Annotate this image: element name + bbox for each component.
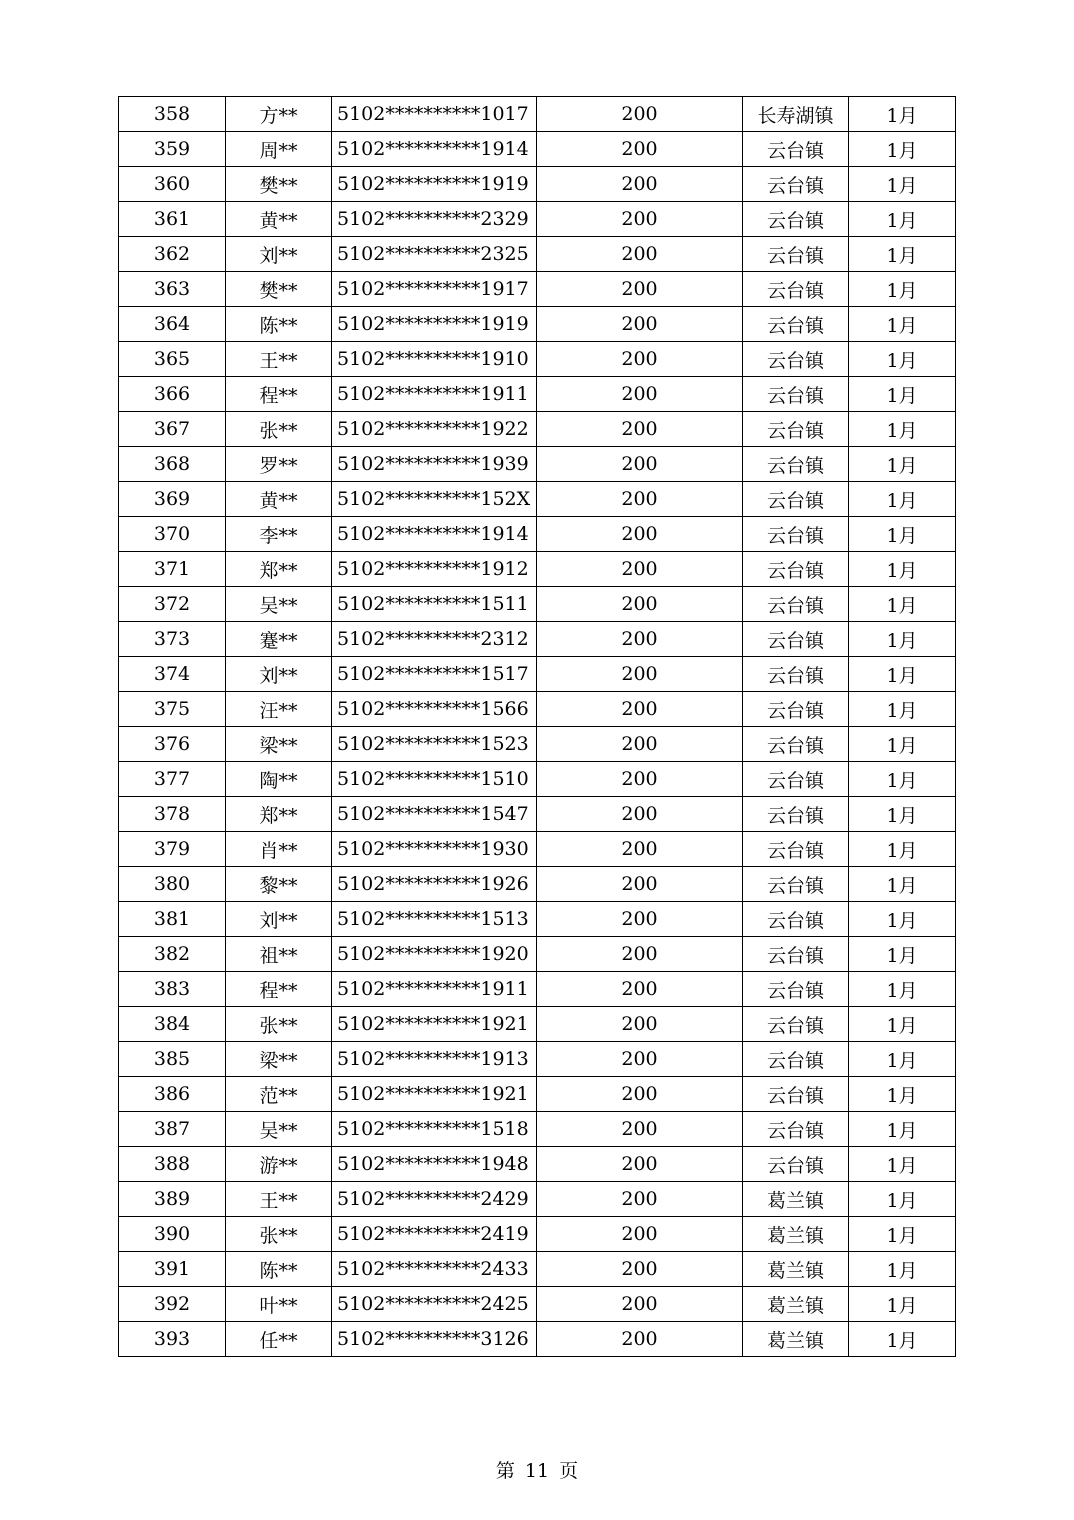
name-cell: 樊** bbox=[226, 272, 332, 307]
name-cell: 黎** bbox=[226, 867, 332, 902]
id-number-cell: 5102**********2425 bbox=[332, 1287, 537, 1322]
name-cell: 程** bbox=[226, 972, 332, 1007]
month-cell: 1月 bbox=[849, 1007, 956, 1042]
amount-cell: 200 bbox=[537, 1322, 743, 1357]
amount-cell: 200 bbox=[537, 307, 743, 342]
town-cell: 云台镇 bbox=[743, 517, 849, 552]
name-cell: 罗** bbox=[226, 447, 332, 482]
month-cell: 1月 bbox=[849, 1112, 956, 1147]
month-cell: 1月 bbox=[849, 1042, 956, 1077]
amount-cell: 200 bbox=[537, 587, 743, 622]
id-number-cell: 5102**********1926 bbox=[332, 867, 537, 902]
month-cell: 1月 bbox=[849, 377, 956, 412]
amount-cell: 200 bbox=[537, 937, 743, 972]
row-number-cell: 370 bbox=[119, 517, 226, 552]
table-row bbox=[119, 307, 956, 342]
town-cell: 云台镇 bbox=[743, 902, 849, 937]
table-row bbox=[119, 762, 956, 797]
amount-cell: 200 bbox=[537, 762, 743, 797]
id-number-cell: 5102**********1547 bbox=[332, 797, 537, 832]
row-number-cell: 365 bbox=[119, 342, 226, 377]
town-cell: 云台镇 bbox=[743, 342, 849, 377]
roster-table bbox=[118, 96, 956, 1357]
amount-cell: 200 bbox=[537, 1077, 743, 1112]
row-number-cell: 366 bbox=[119, 377, 226, 412]
town-cell: 云台镇 bbox=[743, 552, 849, 587]
table-row bbox=[119, 1217, 956, 1252]
name-cell: 汪** bbox=[226, 692, 332, 727]
row-number-cell: 387 bbox=[119, 1112, 226, 1147]
name-cell: 张** bbox=[226, 1007, 332, 1042]
amount-cell: 200 bbox=[537, 342, 743, 377]
town-cell: 云台镇 bbox=[743, 762, 849, 797]
row-number-cell: 380 bbox=[119, 867, 226, 902]
name-cell: 陈** bbox=[226, 1252, 332, 1287]
name-cell: 游** bbox=[226, 1147, 332, 1182]
town-cell: 云台镇 bbox=[743, 657, 849, 692]
name-cell: 陶** bbox=[226, 762, 332, 797]
town-cell: 云台镇 bbox=[743, 867, 849, 902]
id-number-cell: 5102**********2329 bbox=[332, 202, 537, 237]
amount-cell: 200 bbox=[537, 867, 743, 902]
amount-cell: 200 bbox=[537, 622, 743, 657]
table-row bbox=[119, 342, 956, 377]
amount-cell: 200 bbox=[537, 1182, 743, 1217]
town-cell: 云台镇 bbox=[743, 1147, 849, 1182]
town-cell: 云台镇 bbox=[743, 937, 849, 972]
row-number-cell: 358 bbox=[119, 97, 226, 132]
town-cell: 云台镇 bbox=[743, 272, 849, 307]
id-number-cell: 5102**********1919 bbox=[332, 167, 537, 202]
month-cell: 1月 bbox=[849, 867, 956, 902]
row-number-cell: 374 bbox=[119, 657, 226, 692]
row-number-cell: 363 bbox=[119, 272, 226, 307]
month-cell: 1月 bbox=[849, 1217, 956, 1252]
month-cell: 1月 bbox=[849, 447, 956, 482]
table-row bbox=[119, 1322, 956, 1357]
id-number-cell: 5102**********2429 bbox=[332, 1182, 537, 1217]
month-cell: 1月 bbox=[849, 1077, 956, 1112]
name-cell: 李** bbox=[226, 517, 332, 552]
month-cell: 1月 bbox=[849, 972, 956, 1007]
id-number-cell: 5102**********1911 bbox=[332, 377, 537, 412]
table-row bbox=[119, 237, 956, 272]
row-number-cell: 383 bbox=[119, 972, 226, 1007]
row-number-cell: 360 bbox=[119, 167, 226, 202]
month-cell: 1月 bbox=[849, 587, 956, 622]
table-row bbox=[119, 167, 956, 202]
table-row bbox=[119, 482, 956, 517]
town-cell: 云台镇 bbox=[743, 132, 849, 167]
id-number-cell: 5102**********2312 bbox=[332, 622, 537, 657]
amount-cell: 200 bbox=[537, 832, 743, 867]
id-number-cell: 5102**********1910 bbox=[332, 342, 537, 377]
month-cell: 1月 bbox=[849, 937, 956, 972]
id-number-cell: 5102**********1930 bbox=[332, 832, 537, 867]
town-cell: 云台镇 bbox=[743, 412, 849, 447]
town-cell: 葛兰镇 bbox=[743, 1182, 849, 1217]
table-row bbox=[119, 1077, 956, 1112]
id-number-cell: 5102**********3126 bbox=[332, 1322, 537, 1357]
month-cell: 1月 bbox=[849, 237, 956, 272]
row-number-cell: 378 bbox=[119, 797, 226, 832]
month-cell: 1月 bbox=[849, 482, 956, 517]
table-row bbox=[119, 692, 956, 727]
amount-cell: 200 bbox=[537, 377, 743, 412]
id-number-cell: 5102**********2419 bbox=[332, 1217, 537, 1252]
id-number-cell: 5102**********1921 bbox=[332, 1077, 537, 1112]
town-cell: 云台镇 bbox=[743, 447, 849, 482]
month-cell: 1月 bbox=[849, 132, 956, 167]
id-number-cell: 5102**********1912 bbox=[332, 552, 537, 587]
amount-cell: 200 bbox=[537, 237, 743, 272]
table-row bbox=[119, 132, 956, 167]
town-cell: 云台镇 bbox=[743, 1077, 849, 1112]
row-number-cell: 359 bbox=[119, 132, 226, 167]
name-cell: 张** bbox=[226, 412, 332, 447]
month-cell: 1月 bbox=[849, 412, 956, 447]
amount-cell: 200 bbox=[537, 167, 743, 202]
town-cell: 云台镇 bbox=[743, 167, 849, 202]
month-cell: 1月 bbox=[849, 727, 956, 762]
table-row bbox=[119, 1007, 956, 1042]
amount-cell: 200 bbox=[537, 797, 743, 832]
page-footer bbox=[0, 1456, 1074, 1483]
row-number-cell: 376 bbox=[119, 727, 226, 762]
name-cell: 叶** bbox=[226, 1287, 332, 1322]
row-number-cell: 384 bbox=[119, 1007, 226, 1042]
row-number-cell: 390 bbox=[119, 1217, 226, 1252]
name-cell: 范** bbox=[226, 1077, 332, 1112]
month-cell: 1月 bbox=[849, 657, 956, 692]
amount-cell: 200 bbox=[537, 1112, 743, 1147]
name-cell: 刘** bbox=[226, 237, 332, 272]
id-number-cell: 5102**********152X bbox=[332, 482, 537, 517]
name-cell: 吴** bbox=[226, 1112, 332, 1147]
table-row bbox=[119, 1042, 956, 1077]
id-number-cell: 5102**********1017 bbox=[332, 97, 537, 132]
table-row bbox=[119, 657, 956, 692]
table-row bbox=[119, 97, 956, 132]
month-cell: 1月 bbox=[849, 1252, 956, 1287]
row-number-cell: 389 bbox=[119, 1182, 226, 1217]
row-number-cell: 391 bbox=[119, 1252, 226, 1287]
amount-cell: 200 bbox=[537, 552, 743, 587]
amount-cell: 200 bbox=[537, 657, 743, 692]
id-number-cell: 5102**********1914 bbox=[332, 132, 537, 167]
name-cell: 樊** bbox=[226, 167, 332, 202]
id-number-cell: 5102**********1566 bbox=[332, 692, 537, 727]
name-cell: 方** bbox=[226, 97, 332, 132]
row-number-cell: 379 bbox=[119, 832, 226, 867]
name-cell: 任** bbox=[226, 1322, 332, 1357]
month-cell: 1月 bbox=[849, 692, 956, 727]
month-cell: 1月 bbox=[849, 97, 956, 132]
town-cell: 云台镇 bbox=[743, 1007, 849, 1042]
table-row bbox=[119, 412, 956, 447]
page-label-prefix: 第 bbox=[495, 1460, 515, 1482]
month-cell: 1月 bbox=[849, 272, 956, 307]
row-number-cell: 393 bbox=[119, 1322, 226, 1357]
amount-cell: 200 bbox=[537, 132, 743, 167]
name-cell: 周** bbox=[226, 132, 332, 167]
month-cell: 1月 bbox=[849, 167, 956, 202]
row-number-cell: 392 bbox=[119, 1287, 226, 1322]
town-cell: 云台镇 bbox=[743, 587, 849, 622]
table-row bbox=[119, 552, 956, 587]
page-number: 11 bbox=[524, 1460, 550, 1482]
id-number-cell: 5102**********1921 bbox=[332, 1007, 537, 1042]
town-cell: 云台镇 bbox=[743, 482, 849, 517]
town-cell: 云台镇 bbox=[743, 972, 849, 1007]
table-row bbox=[119, 202, 956, 237]
month-cell: 1月 bbox=[849, 902, 956, 937]
id-number-cell: 5102**********2325 bbox=[332, 237, 537, 272]
row-number-cell: 386 bbox=[119, 1077, 226, 1112]
name-cell: 陈** bbox=[226, 307, 332, 342]
town-cell: 长寿湖镇 bbox=[743, 97, 849, 132]
name-cell: 吴** bbox=[226, 587, 332, 622]
month-cell: 1月 bbox=[849, 552, 956, 587]
amount-cell: 200 bbox=[537, 1252, 743, 1287]
name-cell: 张** bbox=[226, 1217, 332, 1252]
id-number-cell: 5102**********1513 bbox=[332, 902, 537, 937]
amount-cell: 200 bbox=[537, 517, 743, 552]
id-number-cell: 5102**********1919 bbox=[332, 307, 537, 342]
amount-cell: 200 bbox=[537, 972, 743, 1007]
id-number-cell: 5102**********1913 bbox=[332, 1042, 537, 1077]
amount-cell: 200 bbox=[537, 97, 743, 132]
month-cell: 1月 bbox=[849, 342, 956, 377]
row-number-cell: 373 bbox=[119, 622, 226, 657]
row-number-cell: 369 bbox=[119, 482, 226, 517]
town-cell: 云台镇 bbox=[743, 727, 849, 762]
id-number-cell: 5102**********1510 bbox=[332, 762, 537, 797]
id-number-cell: 5102**********1922 bbox=[332, 412, 537, 447]
row-number-cell: 382 bbox=[119, 937, 226, 972]
name-cell: 王** bbox=[226, 1182, 332, 1217]
town-cell: 云台镇 bbox=[743, 1042, 849, 1077]
row-number-cell: 362 bbox=[119, 237, 226, 272]
amount-cell: 200 bbox=[537, 447, 743, 482]
amount-cell: 200 bbox=[537, 272, 743, 307]
id-number-cell: 5102**********1914 bbox=[332, 517, 537, 552]
table-row bbox=[119, 587, 956, 622]
amount-cell: 200 bbox=[537, 482, 743, 517]
row-number-cell: 368 bbox=[119, 447, 226, 482]
table-row bbox=[119, 1112, 956, 1147]
month-cell: 1月 bbox=[849, 762, 956, 797]
table-row bbox=[119, 972, 956, 1007]
amount-cell: 200 bbox=[537, 1147, 743, 1182]
table-row bbox=[119, 797, 956, 832]
name-cell: 郑** bbox=[226, 552, 332, 587]
name-cell: 程** bbox=[226, 377, 332, 412]
month-cell: 1月 bbox=[849, 1182, 956, 1217]
month-cell: 1月 bbox=[849, 832, 956, 867]
name-cell: 郑** bbox=[226, 797, 332, 832]
row-number-cell: 372 bbox=[119, 587, 226, 622]
roster-sheet bbox=[118, 96, 955, 1357]
table-row bbox=[119, 622, 956, 657]
amount-cell: 200 bbox=[537, 727, 743, 762]
amount-cell: 200 bbox=[537, 1042, 743, 1077]
name-cell: 肖** bbox=[226, 832, 332, 867]
table-row bbox=[119, 517, 956, 552]
month-cell: 1月 bbox=[849, 1322, 956, 1357]
id-number-cell: 5102**********1911 bbox=[332, 972, 537, 1007]
table-row bbox=[119, 1182, 956, 1217]
row-number-cell: 375 bbox=[119, 692, 226, 727]
row-number-cell: 381 bbox=[119, 902, 226, 937]
page-label-suffix: 页 bbox=[559, 1460, 579, 1482]
town-cell: 葛兰镇 bbox=[743, 1322, 849, 1357]
table-row bbox=[119, 1147, 956, 1182]
amount-cell: 200 bbox=[537, 902, 743, 937]
town-cell: 云台镇 bbox=[743, 307, 849, 342]
amount-cell: 200 bbox=[537, 412, 743, 447]
id-number-cell: 5102**********1939 bbox=[332, 447, 537, 482]
table-row bbox=[119, 1252, 956, 1287]
amount-cell: 200 bbox=[537, 1007, 743, 1042]
town-cell: 云台镇 bbox=[743, 832, 849, 867]
row-number-cell: 371 bbox=[119, 552, 226, 587]
row-number-cell: 385 bbox=[119, 1042, 226, 1077]
table-row bbox=[119, 377, 956, 412]
id-number-cell: 5102**********2433 bbox=[332, 1252, 537, 1287]
id-number-cell: 5102**********1917 bbox=[332, 272, 537, 307]
row-number-cell: 377 bbox=[119, 762, 226, 797]
table-row bbox=[119, 272, 956, 307]
name-cell: 梁** bbox=[226, 727, 332, 762]
roster-table-body bbox=[119, 97, 956, 1357]
table-row bbox=[119, 1287, 956, 1322]
row-number-cell: 361 bbox=[119, 202, 226, 237]
town-cell: 葛兰镇 bbox=[743, 1217, 849, 1252]
amount-cell: 200 bbox=[537, 1217, 743, 1252]
town-cell: 葛兰镇 bbox=[743, 1287, 849, 1322]
id-number-cell: 5102**********1511 bbox=[332, 587, 537, 622]
row-number-cell: 364 bbox=[119, 307, 226, 342]
town-cell: 云台镇 bbox=[743, 202, 849, 237]
town-cell: 葛兰镇 bbox=[743, 1252, 849, 1287]
table-row bbox=[119, 727, 956, 762]
id-number-cell: 5102**********1948 bbox=[332, 1147, 537, 1182]
id-number-cell: 5102**********1920 bbox=[332, 937, 537, 972]
month-cell: 1月 bbox=[849, 517, 956, 552]
name-cell: 刘** bbox=[226, 657, 332, 692]
row-number-cell: 367 bbox=[119, 412, 226, 447]
name-cell: 蹇** bbox=[226, 622, 332, 657]
month-cell: 1月 bbox=[849, 1287, 956, 1322]
table-row bbox=[119, 902, 956, 937]
name-cell: 梁** bbox=[226, 1042, 332, 1077]
name-cell: 祖** bbox=[226, 937, 332, 972]
id-number-cell: 5102**********1517 bbox=[332, 657, 537, 692]
town-cell: 云台镇 bbox=[743, 692, 849, 727]
month-cell: 1月 bbox=[849, 622, 956, 657]
name-cell: 王** bbox=[226, 342, 332, 377]
town-cell: 云台镇 bbox=[743, 797, 849, 832]
name-cell: 黄** bbox=[226, 482, 332, 517]
town-cell: 云台镇 bbox=[743, 237, 849, 272]
month-cell: 1月 bbox=[849, 202, 956, 237]
name-cell: 刘** bbox=[226, 902, 332, 937]
town-cell: 云台镇 bbox=[743, 377, 849, 412]
table-row bbox=[119, 832, 956, 867]
town-cell: 云台镇 bbox=[743, 622, 849, 657]
row-number-cell: 388 bbox=[119, 1147, 226, 1182]
amount-cell: 200 bbox=[537, 202, 743, 237]
month-cell: 1月 bbox=[849, 797, 956, 832]
table-row bbox=[119, 447, 956, 482]
month-cell: 1月 bbox=[849, 307, 956, 342]
table-row bbox=[119, 867, 956, 902]
month-cell: 1月 bbox=[849, 1147, 956, 1182]
town-cell: 云台镇 bbox=[743, 1112, 849, 1147]
id-number-cell: 5102**********1523 bbox=[332, 727, 537, 762]
amount-cell: 200 bbox=[537, 692, 743, 727]
amount-cell: 200 bbox=[537, 1287, 743, 1322]
id-number-cell: 5102**********1518 bbox=[332, 1112, 537, 1147]
name-cell: 黄** bbox=[226, 202, 332, 237]
table-row bbox=[119, 937, 956, 972]
